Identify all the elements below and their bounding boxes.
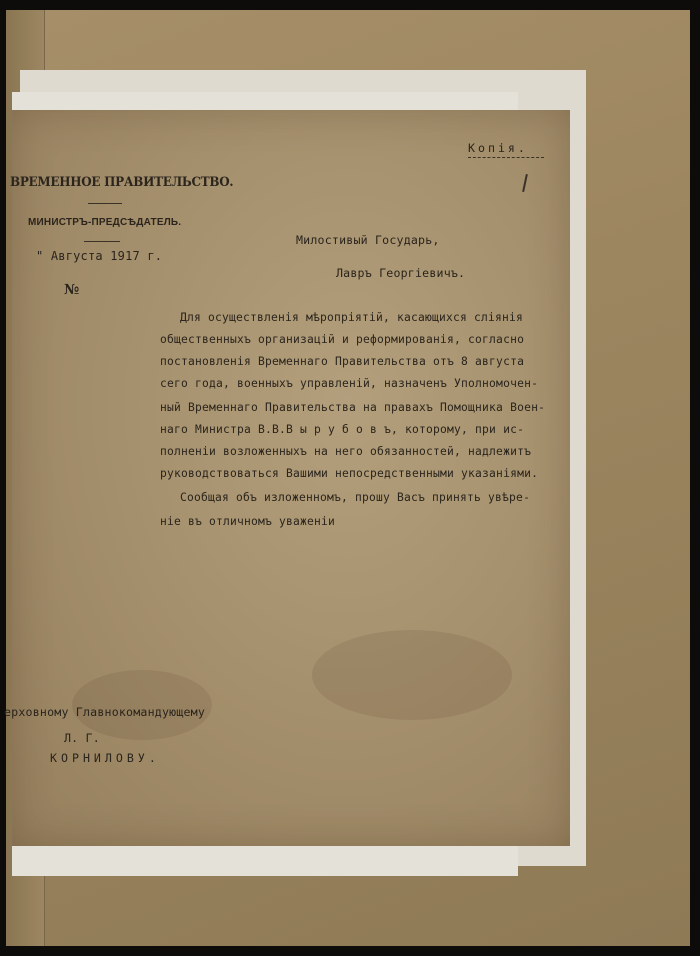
body-line: руководствоваться Вашими непосредственными указаніями. <box>160 467 539 480</box>
letterhead-rule <box>88 203 122 204</box>
body-line: Для осуществленія мѣропріятій, касающихся слiянія <box>180 311 524 324</box>
salutation-line-2: Лавръ Георгіевичъ. <box>336 266 466 280</box>
stain <box>312 630 512 720</box>
body-line: Сообщая объ изложенномъ, прошу Васъ принять увѣре- <box>180 491 531 504</box>
letter-date: " Августа 1917 г. <box>36 249 163 263</box>
letterhead-government: ВРЕМЕННОЕ ПРАВИТЕЛЬСТВО. <box>10 175 234 190</box>
letter-number: № <box>64 282 80 298</box>
body-line: наго Министра В.В.В ы р у б о в ъ, которому, при ис- <box>160 423 525 436</box>
body-line: полненіи возложенныхъ на него обязанностей, надлежитъ <box>160 445 532 458</box>
addressee-initials: Л. Г. <box>64 731 100 745</box>
body-line: ный Временнаго Правительства на правахъ Помощника Воен- <box>160 401 546 414</box>
salutation-line-1: Милостивый Государь, <box>296 233 440 247</box>
body-line: постановленія Временнаго Правительства отъ 8 августа <box>160 355 525 368</box>
addressee-name: КОРНИЛОВУ. <box>50 751 160 765</box>
body-line: ніе въ отличномъ уваженіи <box>160 515 336 528</box>
addressee-title: ерховному Главнокомандующему <box>4 705 206 719</box>
letterhead-rule <box>84 241 120 242</box>
copy-mark: Копія. <box>468 141 528 155</box>
body-line: сего года, военныхъ управленій, назначенъ Уполномочен- <box>160 377 539 390</box>
body-line: общественныхъ организацій и реформированія, согласно <box>160 333 525 346</box>
letterhead-minister: МИНИСТРЪ-ПРЕДСѢДАТЕЛЬ. <box>28 217 182 228</box>
copy-underline <box>468 157 544 158</box>
